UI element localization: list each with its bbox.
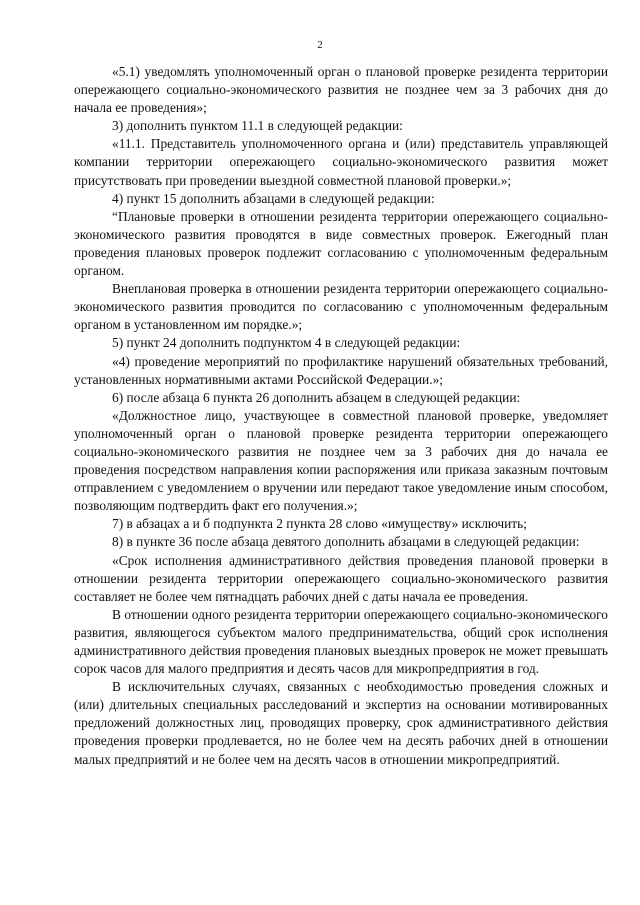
paragraph-planned-inspections: “Плановые проверки в отношении резидента территории опережающего социально-экономического развития проводятся в виде совместных проверок. Ежегодный план проведения плановых проверок подлежит согласованию с уполномоченным федеральным органом. [74, 208, 608, 279]
paragraph-item-7: 7) в абзацах а и б подпункта 2 пункта 28 слово «имуществу» исключить; [112, 516, 527, 532]
paragraph-item-3-intro: 3) дополнить пунктом 11.1 в следующей редакции: [112, 118, 403, 134]
paragraph-small-business-limit: В отношении одного резидента территории опережающего социально-экономического развития, являющегося субъектом малого предпринимательства, общий срок исполнения административного действия проведения плановых выездных проверок не может превышать сорок часов для малого предприятия и десять часов для микропредприятия в год. [74, 606, 608, 677]
page-number: 2 [317, 39, 323, 51]
paragraph-official-notice: «Должностное лицо, участвующее в совместной плановой проверке, уведомляет уполномоченный орган о плановой проверке резидента территории опережающего социально-экономического развития не позднее чем за 3 рабочих дня до начала ее проведения посредством направления копии распоряжения или приказа заказным почтовым отправлением с уведомлением о вручении или передают такое уведомление иным способом, позволяющим подтвердить факт его получения.»; [74, 407, 608, 514]
paragraph-exceptional-cases: В исключительных случаях, связанных с необходимостью проведения сложных и (или) длительных специальных расследований и экспертиз на основании мотивированных предложений должностных лиц, проводящих проверку, срок административного действия проведения проверки продлевается, но не более чем на десять рабочих дней в отношении малых предприятий и не более чем на десять часов в отношении микропредприятий. [74, 679, 608, 767]
paragraph-subitem-4-text: «4) проведение мероприятий по профилактике нарушений обязательных требований, установленных нормативными актами Российской Федерации.»; [74, 353, 608, 387]
paragraph-item-6-intro: 6) после абзаца 6 пункта 26 дополнить абзацем в следующей редакции: [112, 389, 521, 405]
paragraph-item-8-intro: 8) в пункте 36 после абзаца девятого дополнить абзацами в следующей редакции: [112, 534, 580, 550]
paragraph-inspection-duration: «Срок исполнения административного действия проведения плановой проверки в отношении резидента территории опережающего социально-экономического развития составляет не более чем пятнадцать рабочих дней с даты начала ее проведения. [74, 552, 608, 604]
paragraph-unscheduled-inspection: Внеплановая проверка в отношении резидента территории опережающего социально-экономического развития проводится по согласованию с уполномоченным федеральным органом в установленном им порядке.»; [74, 281, 608, 333]
paragraph-11-1-text: «11.1. Представитель уполномоченного органа и (или) представитель управляющей компании территории опережающего социально-экономического развития может присутствовать при проведении выездной совместной плановой проверки.»; [74, 136, 608, 188]
paragraph-item-5-intro: 5) пункт 24 дополнить подпунктом 4 в следующей редакции: [112, 335, 461, 351]
paragraph-5-1-notice: «5.1) уведомлять уполномоченный орган о плановой проверке резидента территории опережающего социально-экономического развития не позднее чем за 3 рабочих дня до начала ее проведения»; [74, 64, 608, 116]
document-body [74, 63, 608, 769]
paragraph-item-4-intro: 4) пункт 15 дополнить абзацами в следующей редакции: [112, 190, 435, 206]
